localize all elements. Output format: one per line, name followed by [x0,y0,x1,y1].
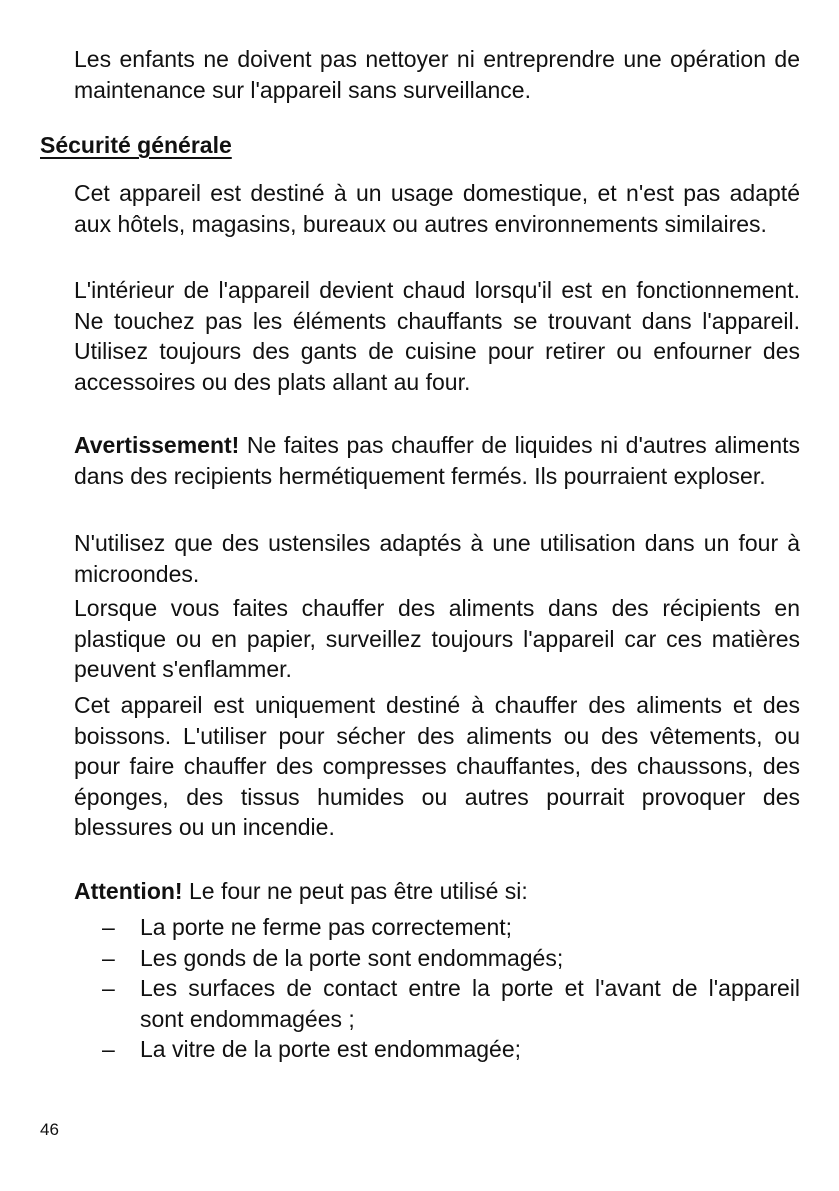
dash-bullet: – [102,1036,115,1062]
domestic-use-paragraph: Cet appareil est destiné à un usage domestique, et n'est pas adapté aux hôtels, magasins, bureaux ou autres environnements similaires. [74,180,800,237]
list-item-text: La vitre de la porte est endommagée; [140,1036,522,1062]
utensils-paragraph: N'utilisez que des ustensiles adaptés à une utilisation dans un four à microondes. [74,530,800,587]
dash-bullet: – [102,944,115,971]
dash-bullet: – [102,975,115,1001]
dash-bullet: – [102,914,115,940]
list-item [74,912,800,943]
intended-use-paragraph: Cet appareil est uniquement destiné à chauffer des aliments et des boissons. L'utiliser pour sécher des aliments ou des vêtements, ou pour faire chauffer des compresses chauffantes, des chaussons, des éponges, des tissus humides ou autres pourrait provoquer des blessures ou un incendie. [74,692,800,840]
list-item-text: La porte ne ferme pas correctement; [140,914,513,940]
hot-interior-paragraph: L'intérieur de l'appareil devient chaud lorsqu'il est en fonctionnement. Ne touchez pas les éléments chauffants se trouvant dans l'appareil. Utilisez toujours des gants de cuisine pour retirer ou enfourner des accessoires ou des plats allant au four. [74,277,800,395]
attention-label: Attention! [74,878,183,904]
section-heading: Sécurité générale [40,132,232,158]
list-item-text: Les gonds de la porte sont endommagés; [140,944,564,971]
plastic-paper-paragraph: Lorsque vous faites chauffer des aliments dans des récipients en plastique ou en papier, surveillez toujours l'appareil car ces matières peuvent s'enflammer. [74,595,800,682]
list-item-text: Les surfaces de contact entre la porte et l'avant de l'appareil sont endommagées ; [140,975,800,1032]
warning-text: Ne faites pas chauffer de liquides ni d'autres aliments dans des recipients hermétiquement fermés. Ils pourraient exploser. [74,432,800,489]
page-number: 46 [40,1120,59,1139]
attention-paragraph [74,876,800,907]
intro-paragraph: Les enfants ne doivent pas nettoyer ni entreprendre une opération de maintenance sur l'appareil sans surveillance. [74,46,800,103]
warning-paragraph [74,430,800,491]
oven-condition-list [74,912,800,1065]
list-item [74,1034,800,1065]
list-item [74,943,800,974]
list-item [74,973,800,1034]
attention-text: Le four ne peut pas être utilisé si: [182,878,528,904]
warning-label: Avertissement! [74,432,240,458]
